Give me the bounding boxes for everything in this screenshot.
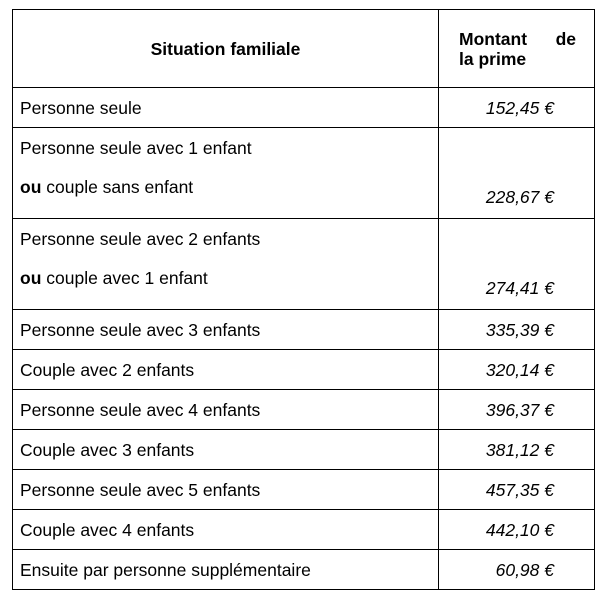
row-amount: 152,45 €	[439, 88, 595, 128]
row-label-line2	[20, 168, 438, 197]
row-label: Couple avec 2 enfants	[13, 350, 439, 390]
table-header-row	[13, 10, 595, 88]
prime-table	[12, 9, 595, 590]
table-row	[13, 310, 595, 350]
row-label	[13, 128, 439, 219]
row-label-line1: Personne seule avec 1 enfant	[20, 138, 252, 158]
row-label-bold-ou: ou	[20, 268, 42, 288]
row-amount: 228,67 €	[439, 128, 595, 219]
table-row	[13, 550, 595, 590]
table-row	[13, 219, 595, 310]
row-label: Couple avec 3 enfants	[13, 430, 439, 470]
row-label: Ensuite par personne supplémentaire	[13, 550, 439, 590]
table-row	[13, 88, 595, 128]
row-label: Couple avec 4 enfants	[13, 510, 439, 550]
row-label: Personne seule avec 5 enfants	[13, 470, 439, 510]
header-montant-line2: la prime	[459, 48, 527, 69]
row-amount: 335,39 €	[439, 310, 595, 350]
row-amount: 442,10 €	[439, 510, 595, 550]
row-label: Personne seule avec 3 enfants	[13, 310, 439, 350]
table-row	[13, 390, 595, 430]
table-row	[13, 510, 595, 550]
row-amount: 396,37 €	[439, 390, 595, 430]
header-montant	[439, 10, 595, 88]
row-amount: 320,14 €	[439, 350, 595, 390]
row-label: Personne seule avec 4 enfants	[13, 390, 439, 430]
row-label-line1: Personne seule avec 2 enfants	[20, 229, 261, 249]
row-label-line2-rest: couple avec 1 enfant	[41, 268, 208, 288]
row-label: Personne seule	[13, 88, 439, 128]
row-amount: 274,41 €	[439, 219, 595, 310]
row-amount: 457,35 €	[439, 470, 595, 510]
row-amount: 381,12 €	[439, 430, 595, 470]
row-label-bold-ou: ou	[20, 177, 42, 197]
table-row	[13, 470, 595, 510]
row-label	[13, 219, 439, 310]
header-situation: Situation familiale	[13, 10, 439, 88]
row-label-line2	[20, 259, 438, 288]
row-amount: 60,98 €	[439, 550, 595, 590]
row-label-line2-rest: couple sans enfant	[41, 177, 194, 197]
header-montant-word2: de	[555, 28, 576, 49]
table-row	[13, 128, 595, 219]
header-montant-word1: Montant	[459, 28, 528, 49]
table-row	[13, 350, 595, 390]
prime-table-container	[12, 9, 595, 590]
table-row	[13, 430, 595, 470]
